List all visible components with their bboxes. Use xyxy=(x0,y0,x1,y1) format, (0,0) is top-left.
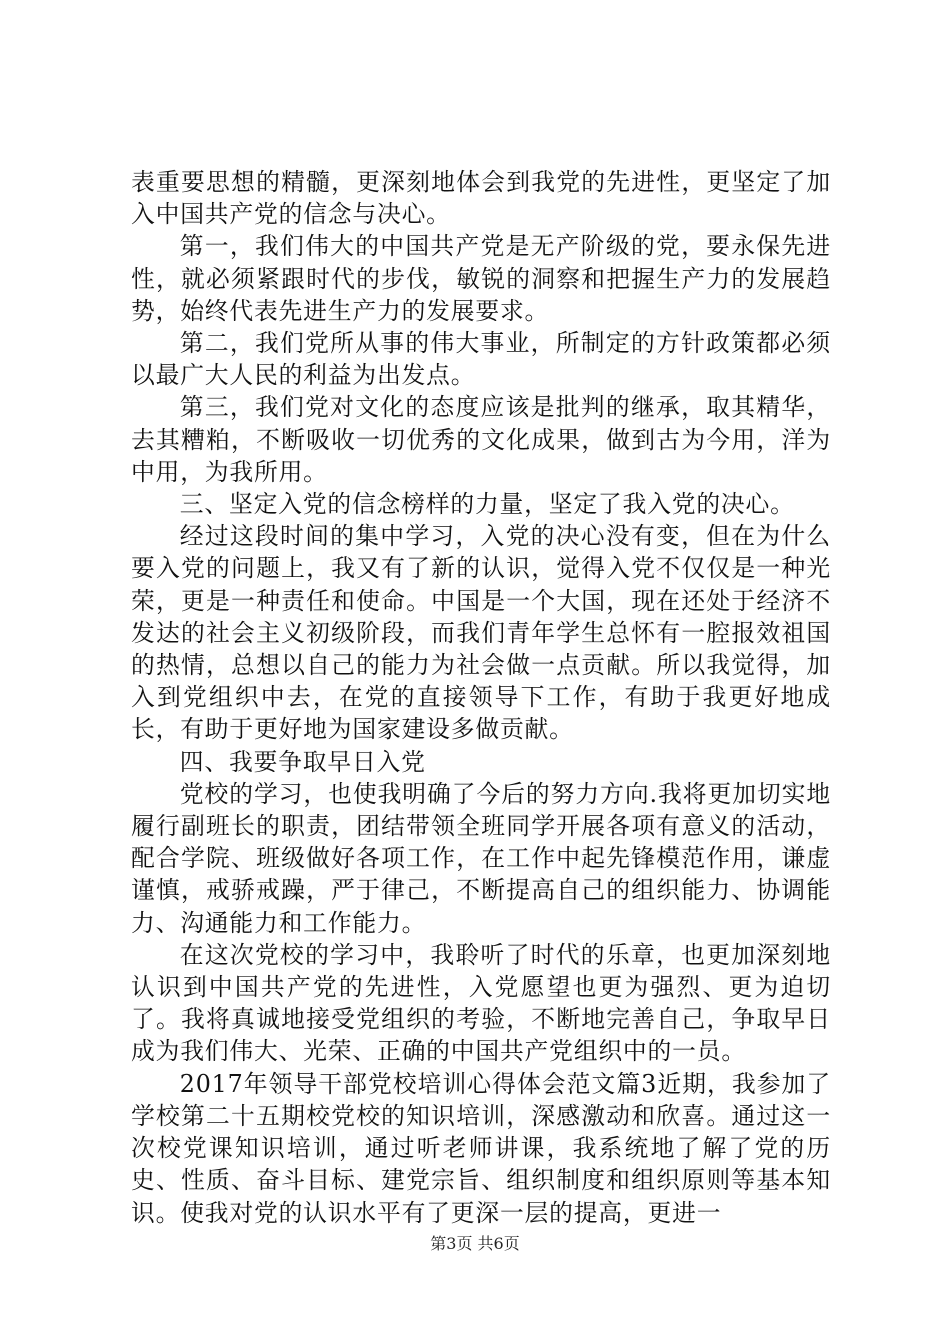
paragraph-8: 2017年领导干部党校培训心得体会范文篇3近期，我参加了学校第二十五期校党校的知识培训，深感激动和欣喜。通过这一次校党课知识培训，通过听老师讲课，我系统地了解了党的历史、性质、奋斗目标、建党宗旨、组织制度和组织原则等基本知识。使我对党的认识水平有了更深一层的提高，更进一 xyxy=(131,1069,831,1227)
paragraph-2: 第一，我们伟大的中国共产党是无产阶级的党，要永保先进性，就必须紧跟时代的步伐，敏锐的洞察和把握生产力的发展趋势，始终代表先进生产力的发展要求。 xyxy=(131,232,831,325)
page-footer xyxy=(0,1234,950,1254)
paragraph-4: 第三，我们党对文化的态度应该是批判的继承，取其精华，去其糟粕，不断吸收一切优秀的文化成果，做到古为今用，洋为中用，为我所用。 xyxy=(131,393,831,486)
section-heading-4: 四、我要争取早日入党 xyxy=(179,747,426,776)
paragraph-3: 第二，我们党所从事的伟大事业，所制定的方针政策都必须以最广大人民的利益为出发点。 xyxy=(131,329,831,390)
paragraph-1: 表重要思想的精髓，更深刻地体会到我党的先进性，更坚定了加入中国共产党的信念与决心。 xyxy=(131,168,831,229)
paragraph-7: 在这次党校的学习中，我聆听了时代的乐章，也更加深刻地认识到中国共产党的先进性，入党愿望也更为强烈、更为迫切了。我将真诚地接受党组织的考验，不断地完善自己，争取早日成为我们伟大、光荣、正确的中国共产党组织中的一员。 xyxy=(131,940,831,1066)
paragraph-5: 经过这段时间的集中学习，入党的决心没有变，但在为什么要入党的问题上，我又有了新的认识，觉得入党不仅仅是一种光荣，更是一种责任和使命。中国是一个大国，现在还处于经济不发达的社会主义初级阶段，而我们青年学生总怀有一腔报效祖国的热情，总想以自己的能力为社会做一点贡献。所以我觉得，加入到党组织中去，在党的直接领导下工作，有助于我更好地成长，有助于更好地为国家建设多做贡献。 xyxy=(131,522,831,744)
document-body xyxy=(131,166,831,1229)
section-heading-3: 三、坚定入党的信念榜样的力量，坚定了我入党的决心。 xyxy=(179,490,795,519)
page-number-label: 第3页 共6页 xyxy=(430,1234,520,1253)
paragraph-6: 党校的学习，也使我明确了今后的努力方向.我将更加切实地履行副班长的职责，团结带领全班同学开展各项有意义的活动，配合学院、班级做好各项工作，在工作中起先锋模范作用，谦虚谨慎，戒骄戒躁，严于律己，不断提高自己的组织能力、协调能力、沟通能力和工作能力。 xyxy=(131,779,831,937)
